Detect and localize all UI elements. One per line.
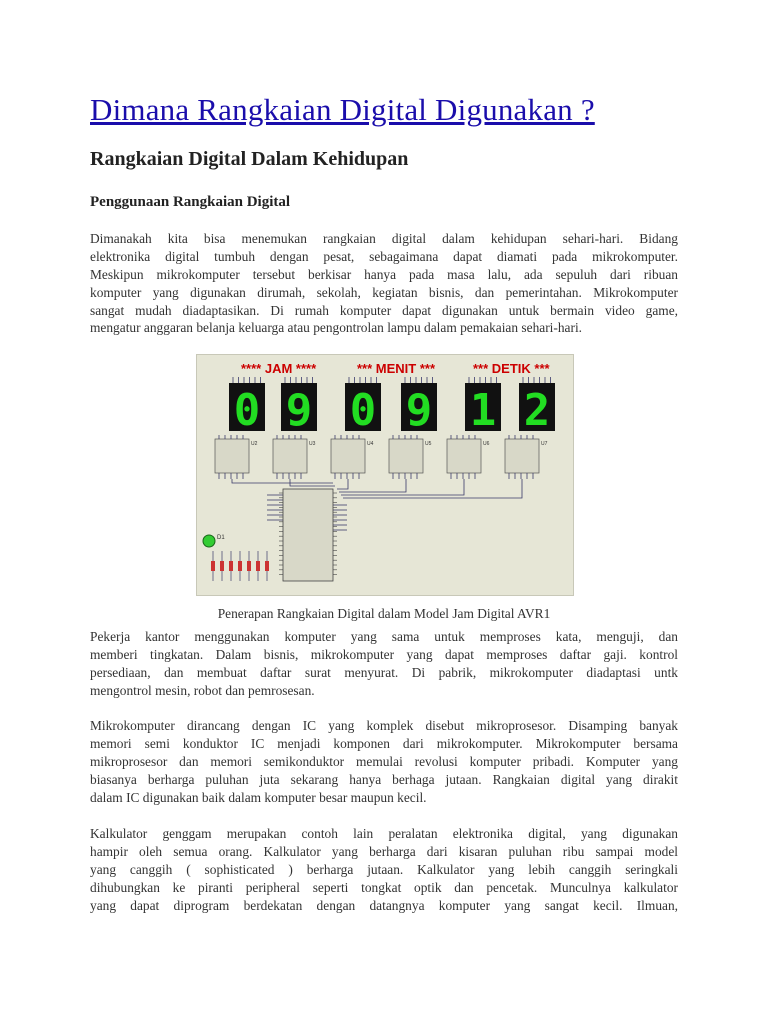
chip-label: U7 — [541, 441, 548, 447]
text-line: persediaan, dan membuat daftar surat menyurat. Di pabrik, mikrokomputer diadaptasi untk — [90, 664, 678, 680]
digital-clock-schematic-figure — [196, 354, 574, 596]
text-line: memori semi konduktor IC menjadi komponen dari mikrokomputer. Mikrokomputer bersama — [90, 735, 678, 751]
text-line: mikroprosesor dan memori semikonduktor memulai revolusi komputer pribadi. Komputer yang — [90, 753, 678, 769]
circuit-schematic — [197, 355, 573, 595]
display-digit: 0 — [349, 385, 377, 436]
page-title[interactable]: Dimana Rangkaian Digital Digunakan ? — [90, 92, 595, 127]
chip-label: U4 — [367, 441, 374, 447]
text-line: mengontrol mesin, robot dan pemrosesan. — [90, 682, 315, 698]
text-line: dihubungkan ke piranti peripheral seperti tongkat optik dan pencetak. Munculnya kalkulator — [90, 879, 678, 895]
resistor — [229, 561, 233, 571]
display-digit: 2 — [523, 385, 551, 436]
text-line: Dimanakah kita bisa menemukan rangkaian digital dalam kehidupan sehari-hari. Bidang — [90, 231, 678, 246]
figure-caption: Penerapan Rangkaian Digital dalam Model Jam Digital AVR1 — [217, 606, 551, 621]
text-line: memberi tingkatan. Dalam bisnis, mikrokomputer yang dapat memproses daftar gaji. kontrol — [90, 646, 678, 662]
text-line: biasanya berharga puluhan juta sekarang hanya berhaga jutaan. Rangkaian digital yang dirakit — [90, 771, 678, 787]
led-d1-label: D1 — [217, 535, 225, 541]
subtitle-heading: Rangkaian Digital Dalam Kehidupan — [90, 148, 409, 170]
display-digit: 0 — [233, 385, 261, 436]
label-menit: *** MENIT *** — [357, 361, 436, 376]
decoder-chip — [273, 439, 307, 473]
decoder-chip — [505, 439, 539, 473]
resistor — [265, 561, 269, 571]
display-digit: 9 — [405, 385, 433, 436]
decoder-chip — [447, 439, 481, 473]
microcontroller-chip — [283, 489, 333, 581]
paragraph-office — [90, 628, 678, 700]
display-digit: 1 — [469, 385, 497, 436]
paragraph-intro — [90, 230, 678, 337]
text-line: hampir oleh semua orang. Kalkulator yang berharga dari kisaran puluhan ribu sampai model — [90, 843, 678, 859]
text-line: elektronika digital tumbuh dengan pesat, sebagaimana dapat diamati pada mikrokomputer. — [90, 248, 678, 264]
led-d1 — [203, 535, 215, 547]
resistor — [256, 561, 260, 571]
text-line: dalam IC digunakan baik dalam komputer besar maupun kecil. — [90, 789, 427, 805]
text-line: yang dapat diprogram berdekatan dengan datangnya komputer yang sangat kecil. Ilmuan, — [90, 897, 678, 913]
resistor — [247, 561, 251, 571]
display-digit: 9 — [285, 385, 313, 436]
text-line: yang canggih ( sophisticated ) berharga jutaan. Kalkulator yang lebih canggih seringkali — [90, 861, 678, 877]
chip-label: U3 — [309, 441, 316, 447]
paragraph-calculator — [90, 825, 678, 914]
resistor — [238, 561, 242, 571]
chip-label: U6 — [483, 441, 490, 447]
text-line: Meskipun mikrokomputer tersebut berkisar hanya pada masa lalu, ada sepuluh dari ribuan — [90, 266, 678, 282]
label-jam: **** JAM **** — [241, 361, 317, 376]
text-line: Pekerja kantor menggunakan komputer yang sama untuk memproses kata, menguji, dan — [90, 629, 678, 644]
decoder-chip — [331, 439, 365, 473]
chip-label: U5 — [425, 441, 432, 447]
chip-label: U2 — [251, 441, 258, 447]
text-line: komputer yang digunakan dirumah, sekolah, kegiatan bisnis, dan pemerintahan. Mikrokomputer — [90, 284, 678, 300]
decoder-chip — [215, 439, 249, 473]
paragraph-microprocessor — [90, 717, 678, 806]
text-line: Mikrokomputer dirancang dengan IC yang komplek disebut mikroprosesor. Disamping banyak — [90, 718, 678, 733]
resistor — [220, 561, 224, 571]
text-line: Kalkulator genggam merupakan contoh lain peralatan elektronika digital, yang digunakan — [90, 826, 678, 841]
resistor — [211, 561, 215, 571]
text-line: mengatur anggaran belanja keluarga atau pengontrolan lampu dalam pemakaian sehari-hari. — [90, 320, 583, 336]
text-line: sangat mudah diadaptasikan. Di rumah komputer dapat digunakan untuk bermain video game, — [90, 302, 678, 318]
label-detik: *** DETIK *** — [473, 361, 550, 376]
decoder-chip — [389, 439, 423, 473]
section-heading: Penggunaan Rangkaian Digital — [90, 194, 291, 210]
